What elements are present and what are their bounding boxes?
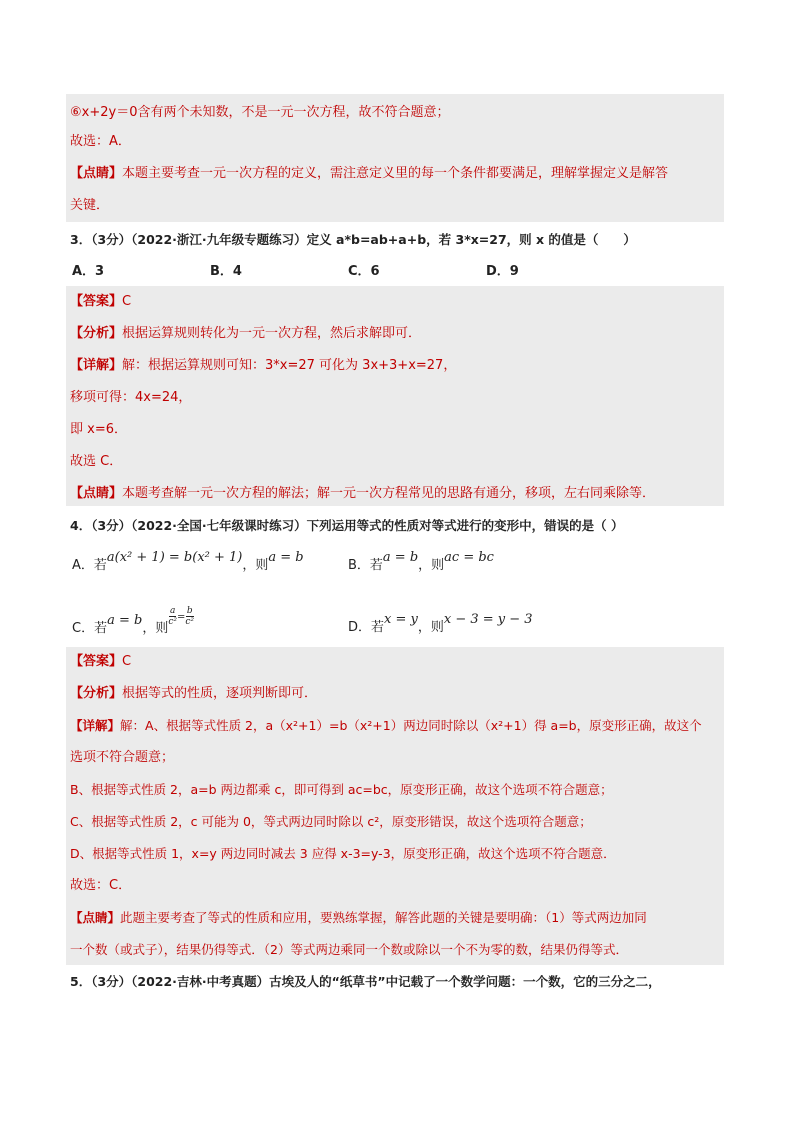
q3-detail-2: 移项可得：4x=24， <box>70 390 192 405</box>
numerator: a <box>169 606 176 616</box>
option-condition: a = b <box>382 550 419 565</box>
numerator: b <box>186 606 193 616</box>
answer-value: C <box>122 294 132 309</box>
option-result: a = b <box>268 550 304 565</box>
dianjing-text: 本题主要考查一元一次方程的定义，需注意定义里的每一个条件都要满足，理解掌握定义是解答 <box>122 166 669 181</box>
detail-label: 【详解】 <box>70 358 123 373</box>
analysis-text: 根据等式的性质，逐项判断即可． <box>122 686 318 701</box>
q3-stem: 3．（3分）（2022·浙江·九年级专题练习）定义 a*b=ab+a+b，若 3*x=27，则 x 的值是（ ） <box>70 232 636 247</box>
option-result: ac = bc <box>444 550 494 565</box>
option-result: x − 3 = y − 3 <box>443 612 533 627</box>
q4-detail-4: C、根据等式性质 2，c 可能为 0，等式两边同时除以 c²，原变形错误，故这个选项符合题意； <box>70 814 592 829</box>
q4-analysis <box>70 684 317 704</box>
q4-option-d <box>348 612 533 638</box>
option-mid: ，则 <box>142 621 169 636</box>
q3-option-a: A．3 <box>72 264 105 279</box>
analysis-text: 根据运算规则转化为一元一次方程，然后求解即可． <box>122 326 422 341</box>
q3-dianjing <box>70 484 655 504</box>
prev-dianjing-cont: 关键． <box>70 198 110 213</box>
option-condition: a(x² + 1) = b(x² + 1) <box>106 550 243 565</box>
equals-sign: = <box>176 612 186 623</box>
detail-text: 解：A、根据等式性质 2，a（x²+1）=b（x²+1）两边同时除以（x²+1）得 a=b，原变形正确，故这个 <box>120 718 702 733</box>
q3-option-d: D．9 <box>486 264 519 279</box>
dianjing-label: 【点睛】 <box>70 486 123 501</box>
dianjing-text: 本题考查解一元一次方程的解法；解一元一次方程常见的思路有通分，移项，左右同乘除等． <box>122 486 656 501</box>
q4-option-a <box>72 550 304 576</box>
option-mid: ，则 <box>418 558 445 573</box>
detail-label: 【详解】 <box>70 718 121 733</box>
q4-dianjing <box>70 908 647 928</box>
denominator: c² <box>168 617 177 627</box>
dianjing-label: 【点睛】 <box>70 910 121 925</box>
q3-detail-4: 故选 C． <box>70 454 123 469</box>
q4-answer <box>70 652 131 672</box>
denominator: c² <box>185 617 195 627</box>
option-prefix: A．若 <box>72 558 107 573</box>
dianjing-text: 此题主要考查了等式的性质和应用，要熟练掌握，解答此题的关键是要明确：（1）等式两边加同 <box>120 910 647 925</box>
q3-answer <box>70 292 131 312</box>
prev-choose: 故选：A． <box>70 134 131 149</box>
detail-text: 解：根据运算规则可知：3*x=27 可化为 3x+3+x=27， <box>122 358 457 373</box>
dianjing-label: 【点睛】 <box>70 166 123 181</box>
q4-dianjing-cont: 一个数（或式子），结果仍得等式．（2）等式两边乘同一个数或除以一个不为零的数，结果仍得等式． <box>70 942 628 957</box>
q3-option-b: B．4 <box>210 264 242 279</box>
q4-detail-3: B、根据等式性质 2，a=b 两边都乘 c，即可得到 ac=bc，原变形正确，故这个选项不符合题意； <box>70 782 613 797</box>
q4-option-c <box>72 606 195 640</box>
q4-detail-5: D、根据等式性质 1，x=y 两边同时减去 3 应得 x-3=y-3，原变形正确，故这个选项不符合题意． <box>70 846 616 861</box>
answer-value: C <box>122 654 132 669</box>
q5-stem: 5．（3分）（2022·吉林·中考真题）古埃及人的“纸草书”中记载了一个数学问题：一个数，它的三分之二， <box>70 974 661 989</box>
prev-dianjing <box>70 164 668 184</box>
option-condition: x = y <box>384 612 418 627</box>
analysis-label: 【分析】 <box>70 326 123 341</box>
option-prefix: B．若 <box>348 558 383 573</box>
fraction-a-over-c2 <box>168 606 177 627</box>
option-condition: a = b <box>107 613 143 628</box>
analysis-label: 【分析】 <box>70 686 123 701</box>
option-prefix: D．若 <box>348 620 385 635</box>
q4-detail-6: 故选：C． <box>70 878 132 893</box>
prev-line-6: ⑥x+2y＝0含有两个未知数，不是一元一次方程，故不符合题意； <box>70 105 450 120</box>
q3-analysis <box>70 324 421 344</box>
q4-stem: 4．（3分）（2022·全国·七年级课时练习）下列运用等式的性质对等式进行的变形中，错误的是（ ） <box>70 518 624 533</box>
fraction-b-over-c2 <box>185 606 194 627</box>
option-mid: ，则 <box>242 558 269 573</box>
option-prefix: C．若 <box>72 621 108 636</box>
option-mid: ，则 <box>417 620 444 635</box>
q3-detail-3: 即 x=6． <box>70 422 127 437</box>
answer-label: 【答案】 <box>70 294 123 309</box>
q4-detail-2: 选项不符合题意； <box>70 750 175 765</box>
q3-detail <box>70 356 456 376</box>
q4-detail <box>70 716 702 736</box>
q3-option-c: C．6 <box>348 264 380 279</box>
answer-label: 【答案】 <box>70 654 123 669</box>
q4-option-b <box>348 550 494 576</box>
